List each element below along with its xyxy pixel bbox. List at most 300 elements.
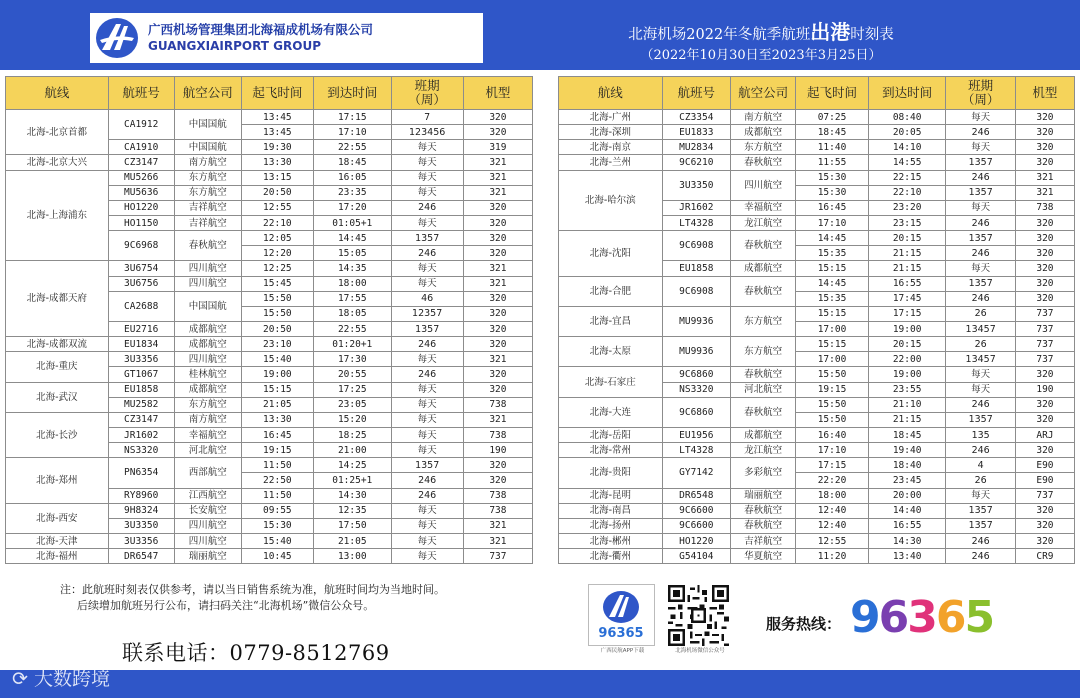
wechat-qr-code-icon[interactable]: [668, 585, 729, 646]
arrival-cell: 21:15: [868, 246, 946, 261]
airline-cell: 成都航空: [730, 125, 795, 140]
table-row: [559, 367, 1075, 382]
arrival-cell: 22:10: [868, 185, 946, 200]
schedule-cell: 每天: [391, 427, 463, 442]
column-header: 班期 （周）: [946, 77, 1015, 110]
schedule-cell: 246: [391, 488, 463, 503]
table-row: [559, 518, 1075, 533]
departure-cell: 15:15: [241, 382, 313, 397]
flight-number-cell: HO1220: [662, 533, 730, 548]
table-row: [559, 231, 1075, 246]
schedule-table-left: [5, 76, 533, 564]
departure-cell: 13:30: [241, 155, 313, 170]
flight-number-cell: 9C6600: [662, 503, 730, 518]
arrival-cell: 17:50: [314, 518, 392, 533]
route-cell: 北海-太原: [559, 337, 663, 367]
arrival-cell: 01:25+1: [314, 473, 392, 488]
aircraft-cell: 190: [1015, 382, 1074, 397]
arrival-cell: 19:40: [868, 443, 946, 458]
schedule-cell: 246: [391, 473, 463, 488]
aircraft-cell: 190: [463, 443, 532, 458]
arrival-cell: 18:00: [314, 276, 392, 291]
table-row: [6, 155, 533, 170]
departure-cell: 11:50: [241, 488, 313, 503]
aircraft-cell: 320: [1015, 443, 1074, 458]
arrival-cell: 23:15: [868, 215, 946, 230]
airline-cell: 东方航空: [730, 140, 795, 155]
departure-cell: 22:10: [241, 215, 313, 230]
table-row: [559, 140, 1075, 155]
departure-cell: 15:50: [796, 397, 869, 412]
aircraft-cell: 737: [1015, 306, 1074, 321]
schedule-cell: 每天: [391, 276, 463, 291]
schedule-cell: 4: [946, 458, 1015, 473]
flight-number-cell: HO1150: [108, 215, 174, 230]
aircraft-cell: E90: [1015, 458, 1074, 473]
schedule-cell: 每天: [391, 533, 463, 548]
departure-cell: 09:55: [241, 503, 313, 518]
arrival-cell: 01:05+1: [314, 215, 392, 230]
route-cell: 北海-衢州: [559, 549, 663, 564]
departure-cell: 17:00: [796, 352, 869, 367]
departure-cell: 15:50: [241, 291, 313, 306]
app-download-logo[interactable]: [588, 584, 655, 646]
airline-cell: 春秋航空: [730, 397, 795, 427]
schedule-cell: 每天: [391, 397, 463, 412]
flight-number-cell: PN6354: [108, 458, 174, 488]
schedule-cell: 246: [946, 291, 1015, 306]
schedule-cell: 246: [946, 246, 1015, 261]
flight-number-cell: 9C6600: [662, 518, 730, 533]
route-cell: 北海-天津: [6, 533, 109, 548]
schedule-cell: 每天: [391, 352, 463, 367]
departure-cell: 11:55: [796, 155, 869, 170]
departure-cell: 12:55: [241, 200, 313, 215]
departure-cell: 15:15: [796, 261, 869, 276]
route-cell: 北海-兰州: [559, 155, 663, 170]
departure-cell: 15:35: [796, 291, 869, 306]
aircraft-cell: 320: [1015, 533, 1074, 548]
departure-cell: 15:30: [241, 518, 313, 533]
departure-cell: 15:50: [796, 412, 869, 427]
aircraft-cell: ARJ: [1015, 427, 1074, 442]
departure-cell: 20:50: [241, 321, 313, 336]
flight-number-cell: G54104: [662, 549, 730, 564]
arrival-cell: 21:05: [314, 533, 392, 548]
flight-number-cell: 9C6968: [108, 231, 174, 261]
departure-cell: 12:40: [796, 518, 869, 533]
arrival-cell: 22:55: [314, 140, 392, 155]
aircraft-cell: 320: [463, 337, 532, 352]
footnote-line-2: 后续增加航班另行公布，请扫码关注“北海机场”微信公众号。: [77, 599, 375, 612]
departure-cell: 17:00: [796, 321, 869, 336]
aircraft-cell: 319: [463, 140, 532, 155]
aircraft-cell: 321: [463, 185, 532, 200]
schedule-cell: 每天: [391, 140, 463, 155]
arrival-cell: 20:00: [868, 488, 946, 503]
aircraft-cell: 320: [463, 246, 532, 261]
departure-cell: 17:15: [796, 458, 869, 473]
schedule-cell: 每天: [946, 110, 1015, 125]
schedule-cell: 12357: [391, 306, 463, 321]
departure-cell: 12:40: [796, 503, 869, 518]
aircraft-cell: 737: [1015, 337, 1074, 352]
flight-number-cell: MU5266: [108, 170, 174, 185]
aircraft-cell: 738: [1015, 200, 1074, 215]
flight-number-cell: DR6547: [108, 549, 174, 564]
route-cell: 北海-北京首都: [6, 110, 109, 155]
airline-cell: 四川航空: [174, 352, 241, 367]
aircraft-cell: 321: [463, 518, 532, 533]
arrival-cell: 22:55: [314, 321, 392, 336]
airline-cell: 成都航空: [730, 427, 795, 442]
arrival-cell: 17:15: [868, 306, 946, 321]
aircraft-cell: 738: [463, 397, 532, 412]
schedule-cell: 每天: [946, 367, 1015, 382]
airline-cell: 多彩航空: [730, 458, 795, 488]
route-cell: 北海-福州: [6, 549, 109, 564]
arrival-cell: 23:55: [868, 382, 946, 397]
airline-cell: 成都航空: [174, 321, 241, 336]
arrival-cell: 14:40: [868, 503, 946, 518]
aircraft-cell: 320: [1015, 412, 1074, 427]
aircraft-cell: 321: [463, 276, 532, 291]
aircraft-cell: 320: [463, 215, 532, 230]
flight-number-cell: 3U3356: [108, 533, 174, 548]
route-cell: 北海-长沙: [6, 412, 109, 457]
route-cell: 北海-郑州: [6, 458, 109, 503]
arrival-cell: 18:40: [868, 458, 946, 473]
flight-number-cell: LT4328: [662, 215, 730, 230]
aircraft-cell: 321: [1015, 185, 1074, 200]
table-row: [559, 458, 1075, 473]
departure-cell: 19:30: [241, 140, 313, 155]
arrival-cell: 15:20: [314, 412, 392, 427]
aircraft-cell: 738: [463, 503, 532, 518]
airline-cell: 四川航空: [174, 261, 241, 276]
title-pre: 北海机场2022年冬航季航班: [628, 27, 811, 43]
schedule-table-right: [558, 76, 1075, 564]
column-header: 到达时间: [868, 77, 946, 110]
aircraft-cell: 320: [463, 291, 532, 306]
arrival-cell: 16:55: [868, 276, 946, 291]
aircraft-cell: 320: [1015, 261, 1074, 276]
schedule-cell: 246: [391, 246, 463, 261]
flight-number-cell: EU1834: [108, 337, 174, 352]
airline-cell: 中国国航: [174, 140, 241, 155]
title-big: 出港: [810, 20, 851, 44]
departure-cell: 15:45: [241, 276, 313, 291]
schedule-cell: 13457: [946, 352, 1015, 367]
aircraft-cell: 320: [463, 382, 532, 397]
schedule-cell: 每天: [391, 215, 463, 230]
schedule-cell: 1357: [946, 412, 1015, 427]
departure-cell: 12:55: [796, 533, 869, 548]
schedule-cell: 1357: [946, 155, 1015, 170]
table-row: [559, 306, 1075, 321]
column-header: 航线: [6, 77, 109, 110]
airline-cell: 春秋航空: [174, 231, 241, 261]
schedule-cell: 26: [946, 473, 1015, 488]
column-header: 航线: [559, 77, 663, 110]
flight-number-cell: JR1602: [108, 427, 174, 442]
aircraft-cell: 320: [1015, 231, 1074, 246]
arrival-cell: 22:00: [868, 352, 946, 367]
flight-number-cell: 3U3350: [108, 518, 174, 533]
flight-number-cell: 3U3356: [108, 352, 174, 367]
schedule-cell: 1357: [391, 231, 463, 246]
airline-cell: 西部航空: [174, 458, 241, 488]
airline-cell: 中国国航: [174, 110, 241, 140]
schedule-cell: 1357: [946, 185, 1015, 200]
svg-text:96365: 96365: [598, 626, 644, 641]
airline-cell: 吉祥航空: [174, 215, 241, 230]
airline-cell: 东方航空: [174, 397, 241, 412]
aircraft-cell: 737: [1015, 488, 1074, 503]
departure-cell: 15:15: [796, 337, 869, 352]
schedule-cell: 246: [391, 367, 463, 382]
aircraft-cell: 320: [463, 473, 532, 488]
aircraft-cell: 321: [463, 261, 532, 276]
arrival-cell: 17:20: [314, 200, 392, 215]
schedule-cell: 每天: [391, 549, 463, 564]
schedule-cell: 46: [391, 291, 463, 306]
aircraft-cell: 737: [463, 549, 532, 564]
arrival-cell: 21:15: [868, 261, 946, 276]
flight-number-cell: 9H8324: [108, 503, 174, 518]
table-row: [6, 261, 533, 276]
airline-cell: 南方航空: [174, 412, 241, 427]
departure-cell: 15:40: [241, 533, 313, 548]
route-cell: 北海-广州: [559, 110, 663, 125]
departure-cell: 15:40: [241, 352, 313, 367]
arrival-cell: 14:10: [868, 140, 946, 155]
schedule-cell: 246: [946, 125, 1015, 140]
table-row: [559, 276, 1075, 291]
departure-cell: 13:30: [241, 412, 313, 427]
table-row: [6, 382, 533, 397]
departure-cell: 22:50: [241, 473, 313, 488]
departure-cell: 14:45: [796, 276, 869, 291]
route-cell: 北海-上海浦东: [6, 170, 109, 261]
table-row: [559, 397, 1075, 412]
table-row: [6, 337, 533, 352]
table-row: [559, 533, 1075, 548]
airline-cell: 东方航空: [730, 306, 795, 336]
flight-number-cell: JR1602: [662, 200, 730, 215]
flight-number-cell: 9C6860: [662, 397, 730, 427]
schedule-cell: 246: [946, 533, 1015, 548]
aircraft-cell: 320: [1015, 503, 1074, 518]
flight-number-cell: NS3320: [662, 382, 730, 397]
flight-number-cell: CZ3147: [108, 155, 174, 170]
table-row: [559, 503, 1075, 518]
arrival-cell: 23:45: [868, 473, 946, 488]
schedule-cell: 1357: [946, 503, 1015, 518]
schedule-cell: 1357: [391, 321, 463, 336]
aircraft-cell: 320: [1015, 291, 1074, 306]
flight-number-cell: 9C6908: [662, 276, 730, 306]
aircraft-cell: 320: [463, 125, 532, 140]
flight-number-cell: 9C6860: [662, 367, 730, 382]
table-row: [559, 125, 1075, 140]
schedule-cell: 每天: [946, 261, 1015, 276]
departure-cell: 11:40: [796, 140, 869, 155]
route-cell: 北海-宜昌: [559, 306, 663, 336]
aircraft-cell: 320: [1015, 397, 1074, 412]
flight-number-cell: MU9936: [662, 337, 730, 367]
arrival-cell: 17:55: [314, 291, 392, 306]
table-row: [6, 533, 533, 548]
route-cell: 北海-昆明: [559, 488, 663, 503]
arrival-cell: 17:30: [314, 352, 392, 367]
airline-cell: 四川航空: [174, 518, 241, 533]
aircraft-cell: 320: [1015, 140, 1074, 155]
route-cell: 北海-大连: [559, 397, 663, 427]
flight-number-cell: 3U3350: [662, 170, 730, 200]
arrival-cell: 17:15: [314, 110, 392, 125]
arrival-cell: 14:35: [314, 261, 392, 276]
hotline-number: 96365: [850, 592, 994, 643]
airline-cell: 春秋航空: [730, 276, 795, 306]
airline-cell: 瑞丽航空: [730, 488, 795, 503]
aircraft-cell: 321: [463, 533, 532, 548]
airline-cell: 龙江航空: [730, 443, 795, 458]
arrival-cell: 18:45: [868, 427, 946, 442]
airline-cell: 桂林航空: [174, 367, 241, 382]
column-header: 航空公司: [174, 77, 241, 110]
aircraft-cell: 738: [463, 427, 532, 442]
schedule-cell: 123456: [391, 125, 463, 140]
departure-cell: 13:45: [241, 125, 313, 140]
table-row: [6, 412, 533, 427]
airline-cell: 江西航空: [174, 488, 241, 503]
departure-cell: 18:45: [796, 125, 869, 140]
aircraft-cell: 321: [463, 170, 532, 185]
flight-number-cell: CZ3147: [108, 412, 174, 427]
column-header: 到达时间: [314, 77, 392, 110]
arrival-cell: 23:20: [868, 200, 946, 215]
schedule-cell: 246: [391, 337, 463, 352]
route-cell: 北海-北京大兴: [6, 155, 109, 170]
flight-number-cell: MU5636: [108, 185, 174, 200]
arrival-cell: 18:45: [314, 155, 392, 170]
page-subtitle: （2022年10月30日至2023年3月25日）: [640, 48, 882, 63]
flight-number-cell: HO1220: [108, 200, 174, 215]
column-header: 起飞时间: [241, 77, 313, 110]
schedule-cell: 13457: [946, 321, 1015, 336]
logo-box: [90, 13, 483, 63]
airline-cell: 华夏航空: [730, 549, 795, 564]
airport-group-logo-icon: [94, 16, 140, 60]
schedule-cell: 每天: [391, 155, 463, 170]
aircraft-cell: 321: [1015, 170, 1074, 185]
flight-number-cell: MU2582: [108, 397, 174, 412]
schedule-cell: 每天: [946, 382, 1015, 397]
page-title: [596, 16, 926, 45]
flight-number-cell: MU9936: [662, 306, 730, 336]
airline-cell: 河北航空: [174, 443, 241, 458]
arrival-cell: 19:00: [868, 321, 946, 336]
aircraft-cell: 737: [1015, 321, 1074, 336]
aircraft-cell: 320: [463, 306, 532, 321]
departure-cell: 13:45: [241, 110, 313, 125]
departure-cell: 22:20: [796, 473, 869, 488]
airline-cell: 春秋航空: [730, 503, 795, 518]
schedule-cell: 246: [946, 170, 1015, 185]
footnote-line-1: 注：此航班时刻表仅供参考，请以当日销售系统为准，航班时间均为当地时间。: [60, 583, 445, 596]
schedule-cell: 每天: [391, 170, 463, 185]
arrival-cell: 22:15: [868, 170, 946, 185]
departure-cell: 15:50: [796, 367, 869, 382]
flight-number-cell: RY8960: [108, 488, 174, 503]
route-cell: 北海-合肥: [559, 276, 663, 306]
route-cell: 北海-南昌: [559, 503, 663, 518]
airline-cell: 龙江航空: [730, 215, 795, 230]
departure-cell: 15:30: [796, 185, 869, 200]
flight-number-cell: EU1956: [662, 427, 730, 442]
arrival-cell: 14:55: [868, 155, 946, 170]
flight-number-cell: 9C6210: [662, 155, 730, 170]
column-header: 航班号: [662, 77, 730, 110]
aircraft-cell: 320: [1015, 155, 1074, 170]
flight-number-cell: GY7142: [662, 458, 730, 488]
airline-cell: 春秋航空: [730, 155, 795, 170]
arrival-cell: 15:05: [314, 246, 392, 261]
table-row: [559, 488, 1075, 503]
table-row: [6, 110, 533, 125]
schedule-cell: 每天: [946, 200, 1015, 215]
airline-cell: 东方航空: [174, 185, 241, 200]
flight-number-cell: NS3320: [108, 443, 174, 458]
schedule-cell: 1357: [946, 231, 1015, 246]
table-row: [559, 443, 1075, 458]
aircraft-cell: 320: [1015, 518, 1074, 533]
schedule-cell: 246: [946, 443, 1015, 458]
departure-cell: 21:05: [241, 397, 313, 412]
aircraft-cell: 320: [463, 458, 532, 473]
airline-cell: 吉祥航空: [174, 200, 241, 215]
schedule-cell: 每天: [391, 412, 463, 427]
airline-cell: 春秋航空: [730, 367, 795, 382]
departure-cell: 18:00: [796, 488, 869, 503]
arrival-cell: 18:05: [314, 306, 392, 321]
arrival-cell: 21:10: [868, 397, 946, 412]
aircraft-cell: 320: [1015, 215, 1074, 230]
flight-number-cell: 3U6756: [108, 276, 174, 291]
aircraft-cell: 320: [1015, 246, 1074, 261]
column-header: 机型: [1015, 77, 1074, 110]
flight-number-cell: GT1067: [108, 367, 174, 382]
aircraft-cell: 321: [463, 412, 532, 427]
flight-number-cell: 3U6754: [108, 261, 174, 276]
arrival-cell: 17:10: [314, 125, 392, 140]
column-header: 机型: [463, 77, 532, 110]
route-cell: 北海-深圳: [559, 125, 663, 140]
airline-cell: 成都航空: [174, 337, 241, 352]
route-cell: 北海-沈阳: [559, 231, 663, 276]
departure-cell: 12:05: [241, 231, 313, 246]
table-header-row: [559, 77, 1075, 110]
departure-cell: 19:00: [241, 367, 313, 382]
flight-number-cell: DR6548: [662, 488, 730, 503]
app-logo-icon: [589, 585, 654, 645]
airline-cell: 四川航空: [174, 276, 241, 291]
watermark-text: 大数跨境: [33, 668, 110, 690]
arrival-cell: 19:00: [868, 367, 946, 382]
arrival-cell: 14:30: [868, 533, 946, 548]
departure-cell: 13:15: [241, 170, 313, 185]
